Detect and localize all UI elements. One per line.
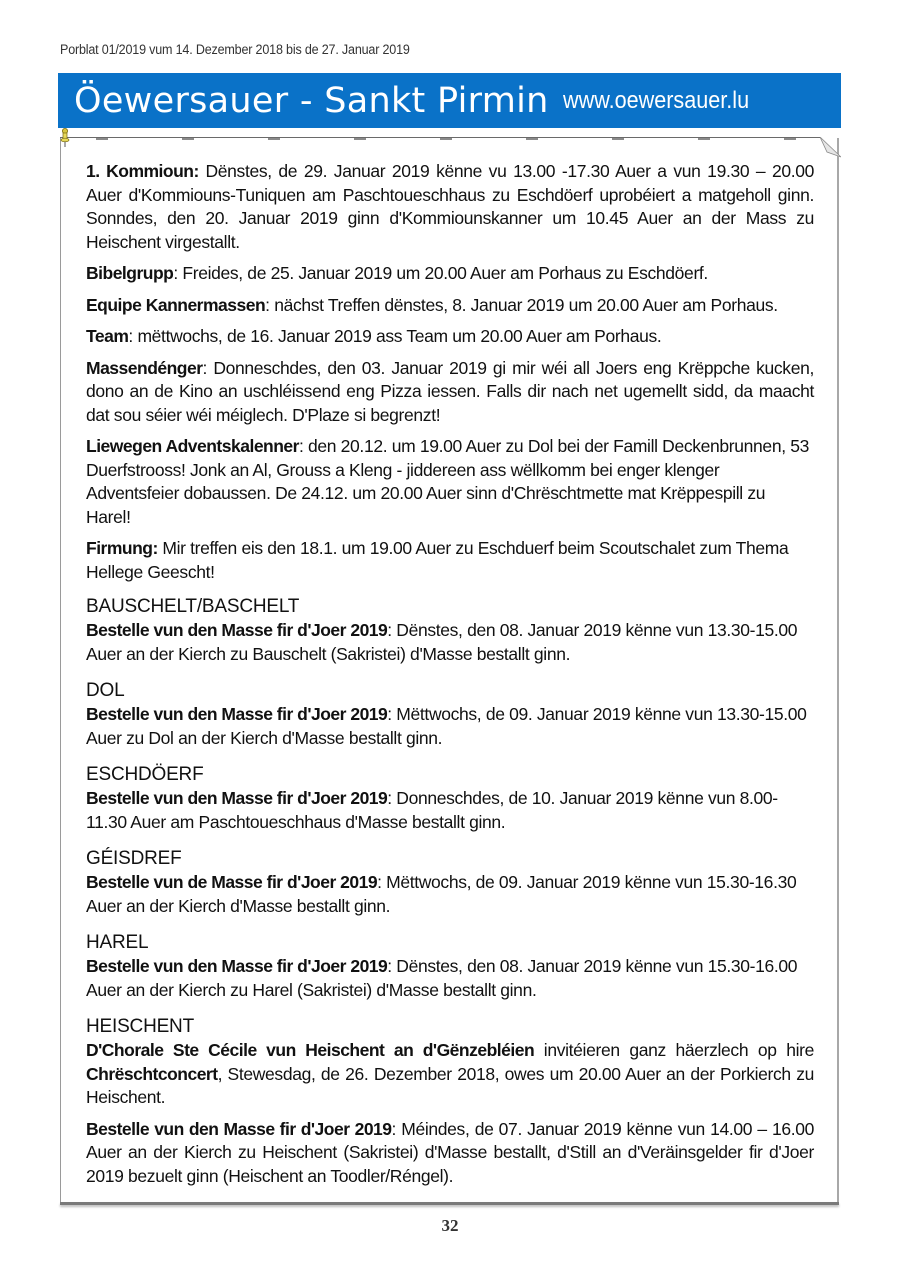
- announcement-massendenger: [86, 357, 814, 428]
- section-body: [86, 1118, 814, 1189]
- announcement-label: Equipe Kannermassen: [86, 294, 266, 315]
- announcement-firmung: [86, 537, 814, 584]
- section-heading-heischent: HEISCHENT: [86, 1016, 194, 1037]
- frame-bottom-border: [60, 1202, 839, 1205]
- announcement-text: : nächst Treffen dënstes, 8. Januar 2019 um 20.00 Auer am Porhaus.: [265, 294, 778, 315]
- concert-text: invitéieren ganz häerzlech op hire: [534, 1040, 814, 1060]
- running-head: Porblat 01/2019 vum 14. Dezember 2018 bis de 27. Januar 2019: [60, 42, 410, 57]
- section-body: [86, 619, 814, 666]
- announcement-text: Mir treffen eis den 18.1. um 19.00 Auer zu Eschduerf beim Scoutschalet zum Thema Hellege Geescht!: [86, 538, 789, 582]
- section-text: : Mëttwochs, de 09. Januar 2019 kënne vun 15.30-16.30 Auer an der Kierch d'Masse bestallt ginn.: [86, 872, 797, 916]
- announcement-text: : Freides, de 25. Januar 2019 um 20.00 Auer am Porhaus zu Eschdöerf.: [173, 263, 708, 283]
- section-label: Bestelle vun de Masse fir d'Joer 2019: [86, 872, 378, 892]
- announcement-label: 1. Kommioun:: [86, 161, 199, 181]
- announcement-label: Massendénger: [86, 357, 203, 378]
- frame-top-dashes: [60, 138, 820, 140]
- section-label: Bestelle vun den Masse fir d'Joer 2019: [86, 956, 388, 976]
- section-label: Bestelle vun den Masse fir d'Joer 2019: [86, 704, 388, 724]
- concert-text-2: , Stewesdag, de 26. Dezember 2018, owes um 20.00 Auer an der Porkierch zu Heischent.: [86, 1063, 814, 1107]
- section-heading-eschdoerf: ESCHDÖERF: [86, 764, 204, 785]
- section-body: [86, 871, 814, 918]
- section-body: [86, 787, 814, 834]
- concert-announcement: [86, 1039, 814, 1110]
- banner-title: Öewersauer - Sankt Pirmin: [74, 80, 549, 121]
- concert-label-2: Chrëschtconcert: [86, 1063, 218, 1084]
- section-text: : Méindes, de 07. Januar 2019 kënne vun 14.00 – 16.00 Auer an der Kierch zu Heischent (Sakristei) d'Masse bestallt, d'Still an d'Veräinsgelder fir d'Joer 2019 bezuelt ginn (Heischent an Toodler/Réngel).: [86, 1118, 814, 1186]
- pushpin-icon: [60, 128, 70, 148]
- section-text: : Dënstes, den 08. Januar 2019 kënne vun 15.30-16.00 Auer an der Kierch zu Harel (Sakristei) d'Masse bestallt ginn.: [86, 956, 798, 1000]
- announcement-label: Liewegen Adventskalenner: [86, 436, 299, 456]
- section-heading-dol: DOL: [86, 680, 125, 701]
- announcement-text: : mëttwochs, de 16. Januar 2019 ass Team um 20.00 Auer am Porhaus.: [128, 326, 662, 346]
- announcement-text: Dënstes, de 29. Januar 2019 kënne vu 13.00 -17.30 Auer a vun 19.30 – 20.00 Auer d'Kommiouns-Tuniquen am Paschtoueschhaus zu Eschdöerf uprobéiert a matgeholl ginn. Sonndes, den 20. Januar 2019 ginn d'Kommiounskanner um 10.45 Auer an der Mass zu Heischent virgestallt.: [86, 161, 814, 252]
- announcement-text: : den 20.12. um 19.00 Auer zu Dol bei der Famill Deckenbrunnen, 53 Duerfstrooss! Jonk an Al, Grouss a Kleng - jiddereen ass wëllkomm bei enger klenger Adventsfeier dobaussen. De 24.12. um 20.00 Auer sinn d'Chrëschtmette mat Krëppespill zu Harel!: [86, 436, 809, 527]
- section-body: [86, 955, 814, 1002]
- announcement-adventskalenner: [86, 435, 814, 529]
- announcements-content: [86, 160, 814, 1196]
- announcement-kommioun: [86, 160, 814, 254]
- announcement-label: Firmung:: [86, 538, 158, 558]
- section-heading-harel: HAREL: [86, 932, 149, 953]
- header-banner: [58, 73, 841, 128]
- section-text: : Mëttwochs, de 09. Januar 2019 kënne vun 13.30-15.00 Auer zu Dol an der Kierch d'Masse bestallt ginn.: [86, 704, 807, 748]
- section-label: Bestelle vun den Masse fir d'Joer 2019: [86, 1118, 392, 1139]
- concert-label: D'Chorale Ste Cécile vun Heischent an d'Gënzebléien: [86, 1040, 535, 1060]
- section-label: Bestelle vun den Masse fir d'Joer 2019: [86, 620, 388, 640]
- announcement-text: : Donneschdes, den 03. Januar 2019 gi mir wéi all Joers eng Krëppche kucken, dono an de Kino an uschléissend eng Pizza iessen. Falls dir nach net ugemellt sidd, da maacht dat sou séier wéi méiglech. D'Plaze si begrenzt!: [86, 357, 814, 425]
- section-body: [86, 703, 814, 750]
- section-heading-bauschelt: BAUSCHELT/BASCHELT: [86, 596, 300, 617]
- announcement-equipe-kannermassen: [86, 294, 814, 318]
- section-heading-geisdref: GÉISDREF: [86, 848, 182, 869]
- announcement-team: [86, 325, 814, 349]
- section-label: Bestelle vun den Masse fir d'Joer 2019: [86, 788, 388, 808]
- section-text: : Dënstes, den 08. Januar 2019 kënne vun 13.30-15.00 Auer an der Kierch zu Bauschelt (Sakristei) d'Masse bestallt ginn.: [86, 620, 798, 664]
- banner-url[interactable]: www.oewersauer.lu: [562, 86, 749, 114]
- announcement-bibelgrupp: [86, 262, 814, 286]
- announcement-label: Bibelgrupp: [86, 263, 174, 283]
- section-text: : Donneschdes, de 10. Januar 2019 kënne vun 8.00-11.30 Auer am Paschtoueschhaus d'Masse bestallt ginn.: [86, 788, 778, 832]
- announcement-label: Team: [86, 326, 129, 346]
- page-curl-icon: [817, 137, 841, 159]
- page-number: 32: [441, 1216, 459, 1235]
